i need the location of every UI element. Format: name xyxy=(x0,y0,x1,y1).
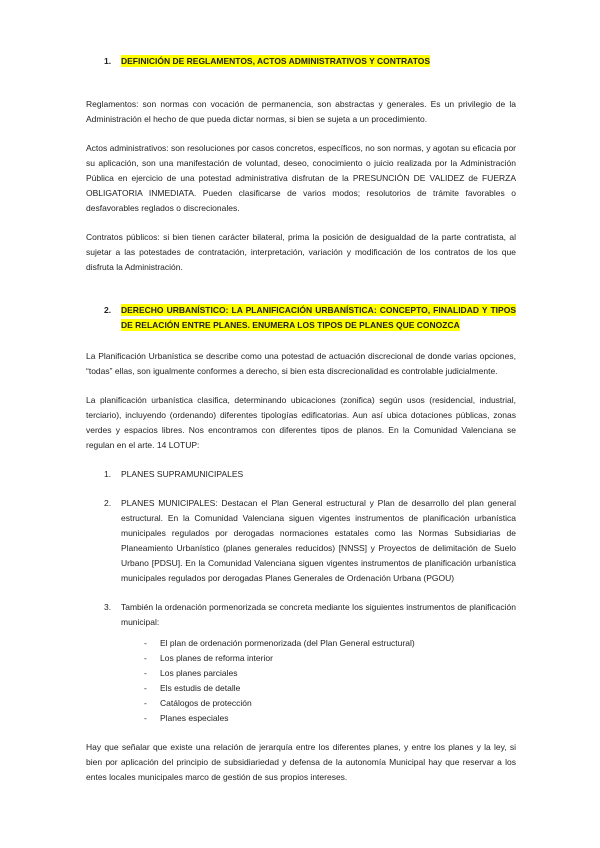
bullet-item xyxy=(144,666,516,681)
paragraph-reglamentos: Reglamentos: son normas con vocación de permanencia, son abstractas y generales. Es un privilegio de la Administración el hecho de que pueda dictar normas, si bien se sujeta a un procedimiento. xyxy=(86,99,516,124)
bullet-list xyxy=(144,636,516,726)
section-1-title: DEFINICIÓN DE REGLAMENTOS, ACTOS ADMINISTRATIVOS Y CONTRATOS xyxy=(121,56,431,66)
bullet-item xyxy=(144,696,516,711)
bullet-item xyxy=(144,651,516,666)
bullet-text: Catálogos de protección xyxy=(160,698,252,708)
section-2-number: 2. xyxy=(104,305,112,315)
section-1-number: 1. xyxy=(104,56,112,66)
bullet-item xyxy=(144,636,516,651)
list-number: 3. xyxy=(104,602,112,612)
bullet-marker: - xyxy=(144,698,147,708)
section-2-heading xyxy=(104,303,516,333)
list-item-municipales xyxy=(104,496,516,586)
bullet-marker: - xyxy=(144,683,147,693)
bullet-text: Los planes parciales xyxy=(160,668,238,678)
list-number: 2. xyxy=(104,498,112,508)
paragraph-planificacion-concepto: La Planificación Urbanística se describe como una potestad de actuación discrecional de donde varias opciones, “todas” ellas, son igualmente conformes a derecho, si bien esta discrecionalidad es controlable judicialmente. xyxy=(86,351,516,376)
bullet-marker: - xyxy=(144,668,147,678)
list-text: PLANES MUNICIPALES: Destacan el Plan General estructural y Plan de desarrollo del plan general estructural. En la Comunidad Valenciana siguen vigentes instrumentos de planificación urbanística municipales regulados por derogadas normaciones estatales como las Normas Subsidiarias de Planeamiento Urbanístico (planes generales reducidos) [NNSS] y Proyectos de delimitación de Suelo Urbano [PDSU]. En la Comunidad Valenciana siguen vigentes instrumentos de planificación urbanística municipales regulados por derogadas Planes Generales de Ordenación Urbana (PGOU) xyxy=(121,498,516,583)
bullet-text: El plan de ordenación pormenorizada (del Plan General estructural) xyxy=(160,638,415,648)
list-number: 1. xyxy=(104,469,112,479)
list-item-supramunicipales xyxy=(104,467,516,482)
bullet-text: Planes especiales xyxy=(160,713,229,723)
bullet-marker: - xyxy=(144,713,147,723)
paragraph-jerarquia: Hay que señalar que existe una relación de jerarquía entre los diferentes planes, y entre los planes y la ley, si bien por aplicación del principio de subsidiariedad y defensa de la autonomía Municipal hay que reservar a los entes locales municipales marco de gestión de sus propios intereses. xyxy=(86,742,516,782)
bullet-text: Els estudis de detalle xyxy=(160,683,241,693)
paragraph-actos-administrativos: Actos administrativos: son resoluciones por casos concretos, específicos, no son normas, y agotan su eficacia por su aplicación, son una manifestación de voluntad, deseo, conocimiento o juicio realizada por la Administración Pública en ejercicio de una potestad administrativa disfrutan de la PRESUNCIÓN DE VALIDEZ de FUERZA OBLIGATORIA INMEDIATA. Pueden clasificarse de varios modos; resolutorios de trámite favorables o desfavorables reglados o discrecionales. xyxy=(86,143,516,213)
paragraph-planificacion-clasifica: La planificación urbanística clasifica, determinando ubicaciones (zonifica) según usos (residencial, industrial, terciario), incluyendo (ordenando) diferentes tipologías edificatorias. Aun así ubica dotaciones públicas, zonas verdes y espacios libres. Nos encontramos con diferentes tipos de planos. En la Comunidad Valenciana se regulan en el arte. 14 LOTUP: xyxy=(86,395,516,450)
section-2-title: DERECHO URBANÍSTICO: LA PLANIFICACIÓN URBANÍSTICA: CONCEPTO, FINALIDAD Y TIPOS DE RELACIÓN ENTRE PLANES. ENUMERA LOS TIPOS DE PLANES QUE CONOZCA xyxy=(121,305,516,330)
list-item-ordenacion-pormenorizada xyxy=(104,600,516,630)
bullet-marker: - xyxy=(144,653,147,663)
bullet-item xyxy=(144,711,516,726)
paragraph-contratos-publicos: Contratos públicos: si bien tienen carácter bilateral, prima la posición de desigualdad de la parte contratista, al sujetar a las potestades de contratación, interpretación, variación y modificación de los contratos de los que disfruta la Administración. xyxy=(86,232,516,272)
section-1-heading xyxy=(104,54,516,69)
bullet-text: Los planes de reforma interior xyxy=(160,653,273,663)
bullet-item xyxy=(144,681,516,696)
bullet-marker: - xyxy=(144,638,147,648)
list-text: PLANES SUPRAMUNICIPALES xyxy=(121,469,244,479)
list-text: También la ordenación pormenorizada se concreta mediante los siguientes instrumentos de planificación municipal: xyxy=(121,602,516,627)
document-body xyxy=(86,54,516,785)
